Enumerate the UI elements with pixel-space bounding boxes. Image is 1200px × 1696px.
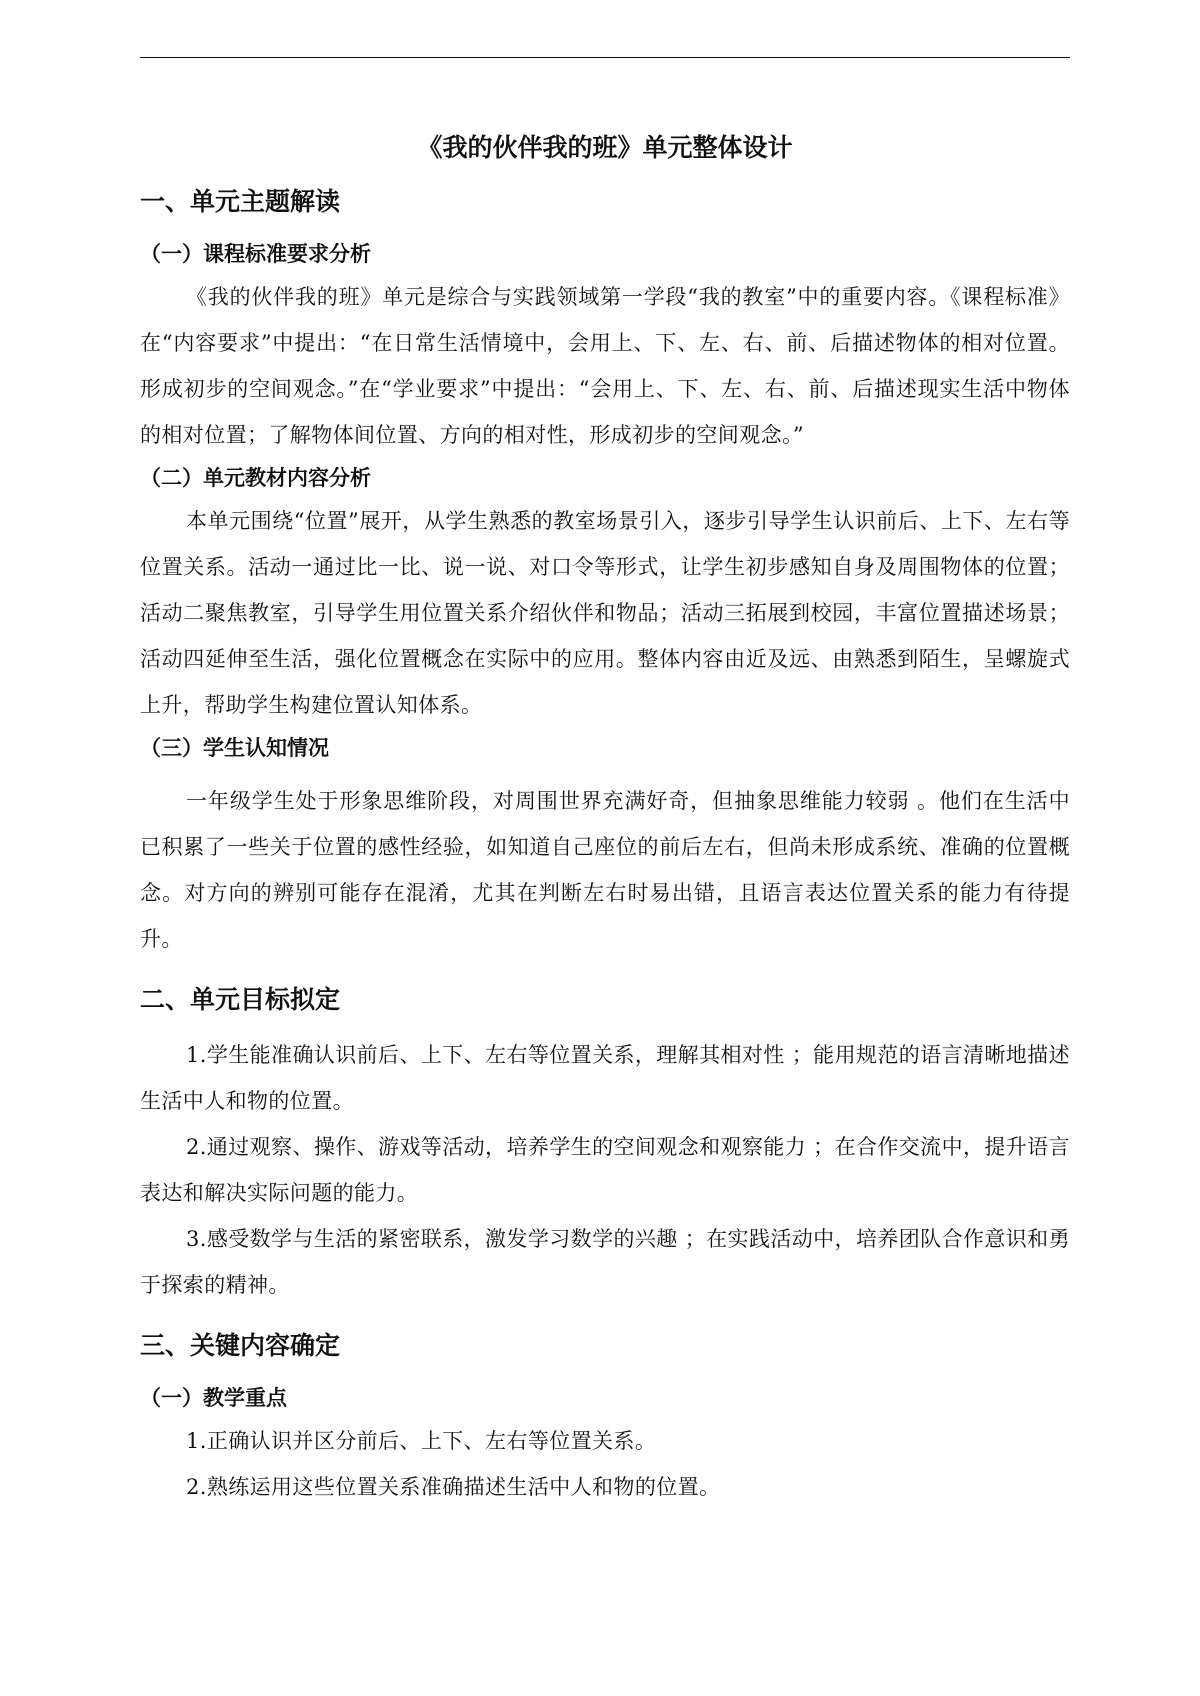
subsection-heading-3-1: （一）教学重点: [140, 1386, 287, 1410]
paragraph-curriculum-standard: 《我的伙伴我的班》单元是综合与实践领域第一学段“我的教室”中的重要内容。《课程标准》 在“内容要求”中提出：“在日常生活情境中，会用上、下、左、右、前、后描述物体的相对位置。形成初步的空间观念。”在“学业要求”中提出：“会用上、下、左、右、前、后描述现实生活中物体的相对位置；了解物体间位置、方向的相对性，形成初步的空间观念。”: [140, 285, 1070, 447]
paragraph-student-cognition: 一年级学生处于形象思维阶段，对周围世界充满好奇，但抽象思维能力较弱 。他们在生活中已积累了一些关于位置的感性经验，如知道自己座位的前后左右，但尚未形成系统、准确的位置概念。对方向的辨别可能存在混淆，尤其在判断左右时易出错，且语言表达位置关系的能力有待提升。: [140, 789, 1070, 951]
goal-item: 1.学生能准确认识前后、上下、左右等位置关系，理解其相对性 ；能用规范的语言清晰地描述生活中人和物的位置。: [140, 1043, 1070, 1113]
section-heading-3: 三、关键内容确定: [140, 1331, 341, 1360]
section-heading-1: 一、单元主题解读: [140, 187, 341, 216]
subsection-heading-1-1: （一）课程标准要求分析: [140, 242, 371, 266]
document-title: 《我的伙伴我的班》单元整体设计: [417, 133, 793, 162]
key-point-item: 1.正确认识并区分前后、上下、左右等位置关系。: [186, 1429, 657, 1453]
goal-item: 3.感受数学与生活的紧密联系，激发学习数学的兴趣 ；在实践活动中，培养团队合作意识和勇于探索的精神。: [140, 1227, 1070, 1297]
goal-item: 2.通过观察、操作、游戏等活动，培养学生的空间观念和观察能力 ；在合作交流中，提升语言表达和解决实际问题的能力。: [140, 1135, 1070, 1205]
header-rule: [140, 57, 1070, 58]
document-body: [140, 126, 1070, 1510]
subsection-heading-1-3: （三）学生认知情况: [140, 736, 329, 760]
paragraph-textbook-analysis: 本单元围绕“位置”展开，从学生熟悉的教室场景引入，逐步引导学生认识前后、上下、左右等位置关系。活动一通过比一比、说一说、对口令等形式，让学生初步感知自身及周围物体的位置；活动二聚焦教室，引导学生用位置关系介绍伙伴和物品；活动三拓展到校园，丰富位置描述场景；活动四延伸至生活，强化位置概念在实际中的应用。整体内容由近及远、由熟悉到陌生，呈螺旋式上升，帮助学生构建位置认知体系。: [140, 509, 1070, 717]
key-point-item: 2.熟练运用这些位置关系准确描述生活中人和物的位置。: [186, 1475, 721, 1499]
subsection-heading-1-2: （二）单元教材内容分析: [140, 466, 371, 490]
section-heading-2: 二、单元目标拟定: [140, 985, 341, 1014]
